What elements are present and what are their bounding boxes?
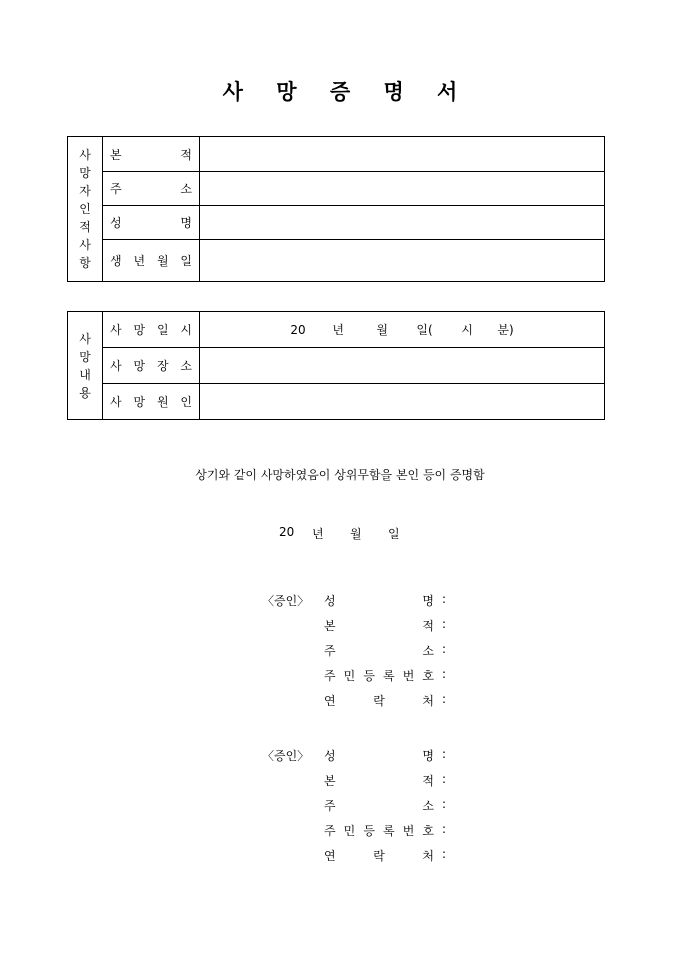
address-field[interactable] <box>200 172 605 206</box>
label-domicile: 본 적 <box>103 137 200 172</box>
witness-row-resident-number: 주 민 등 록 번 호 : <box>324 822 447 838</box>
witness-row-name: 〈증인〉 성 명 : <box>262 747 447 763</box>
certification-date: 20 년 월 일 <box>279 525 400 541</box>
name-field[interactable] <box>200 206 605 240</box>
witness-row-domicile: 본 적 : <box>324 617 447 633</box>
label-address: 주 소 <box>103 172 200 206</box>
label-name: 성 명 <box>103 206 200 240</box>
label-death-datetime: 사 망 일 시 <box>103 312 200 348</box>
certification-statement: 상기와 같이 사망하였음이 상위무함을 본인 등이 증명함 <box>195 468 485 482</box>
witness-row-resident-number: 주 민 등 록 번 호 : <box>324 667 447 683</box>
domicile-field[interactable] <box>200 137 605 172</box>
witness-header: 〈증인〉 <box>262 749 310 763</box>
witness-block-1 <box>262 592 446 717</box>
label-death-place: 사 망 장 소 <box>103 348 200 384</box>
witness-row-address: 주 소 : <box>324 642 447 658</box>
deceased-info-header: 사 망 자 인 적 사 항 <box>68 137 103 282</box>
label-birthdate: 생 년 월 일 <box>103 240 200 282</box>
death-datetime-field[interactable]: 20 년 월 일( 시 분) <box>200 312 605 348</box>
witness-header: 〈증인〉 <box>262 594 310 608</box>
witness-row-name: 〈증인〉 성 명 : <box>262 592 447 608</box>
document-title: 사 망 증 명 서 <box>222 79 471 104</box>
witness-row-address: 주 소 : <box>324 797 447 813</box>
label-death-cause: 사 망 원 인 <box>103 384 200 420</box>
witness-row-contact: 연 락 처 : <box>324 847 447 863</box>
deceased-info-table <box>67 136 605 282</box>
death-cause-field[interactable] <box>200 384 605 420</box>
death-details-header: 사 망 내 용 <box>68 312 103 420</box>
death-place-field[interactable] <box>200 348 605 384</box>
birthdate-field[interactable] <box>200 240 605 282</box>
witness-block-2 <box>262 747 446 872</box>
witness-row-domicile: 본 적 : <box>324 772 447 788</box>
death-details-table <box>67 311 605 420</box>
witness-row-contact: 연 락 처 : <box>324 692 447 708</box>
